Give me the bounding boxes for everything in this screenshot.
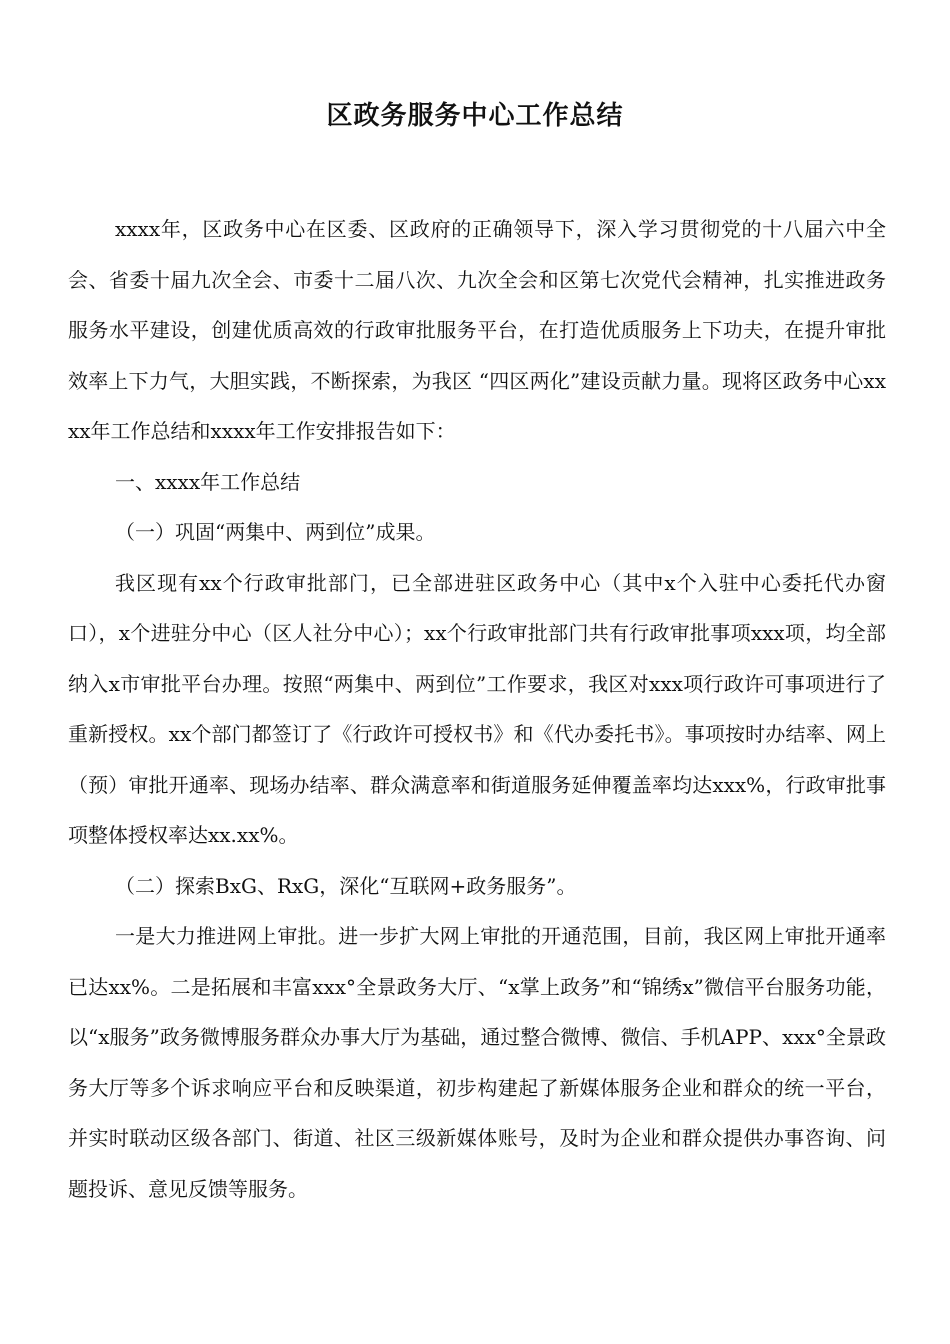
document-title: 区政务服务中心工作总结	[326, 101, 624, 131]
section-heading-1: 一、xxxx年工作总结	[115, 469, 301, 494]
body-paragraph-2: 一是大力推进网上审批。进一步扩大网上审批的开通范围，目前，我区网上审批开通率已达xx%。二是拓展和丰富xxx°全景政务大厅、“x掌上政务”和“锦绣x”微信平台服务功能，以“x服务”政务微博服务群众办事大厅为基础，通过整合微博、微信、手机APP、xxx°全景政务大厅等多个诉求响应平台和反映渠道，初步构建起了新媒体服务企业和群众的统一平台，并实时联动区级各部门、街道、社区三级新媒体账号，及时为企业和群众提供办事咨询、问题投诉、意见反馈等服务。	[68, 924, 886, 1201]
intro-paragraph: xxxx年，区政务中心在区委、区政府的正确领导下，深入学习贯彻党的十八届六中全会、省委十届九次全会、市委十二届八次、九次全会和区第七次党代会精神，扎实推进政务服务水平建设，创建优质高效的行政审批服务平台，在打造优质服务上下功夫，在提升审批效率上下力气，大胆实践，不断探索，为我区 “四区两化”建设贡献力量。现将区政务中心xxxx年工作总结和xxxx年工作安排报告如下：	[68, 217, 886, 443]
subsection-heading-2: （二）探索BxG、RxG，深化“互联网+政务服务”。	[115, 873, 577, 898]
body-paragraph-1: 我区现有xx个行政审批部门，已全部进驻区政务中心（其中x个入驻中心委托代办窗口），x个进驻分中心（区人社分中心）；xx个行政审批部门共有行政审批事项xxx项，均全部纳入x市审批平台办理。按照“两集中、两到位”工作要求，我区对xxx项行政许可事项进行了重新授权。xx个部门都签订了《行政许可授权书》和《代办委托书》。事项按时办结率、网上（预）审批开通率、现场办结率、群众满意率和街道服务延伸覆盖率均达xxx%，行政审批事项整体授权率达xx.xx%。	[68, 570, 886, 847]
document-body	[68, 204, 886, 1214]
subsection-heading-1: （一）巩固“两集中、两到位”成果。	[115, 520, 436, 544]
